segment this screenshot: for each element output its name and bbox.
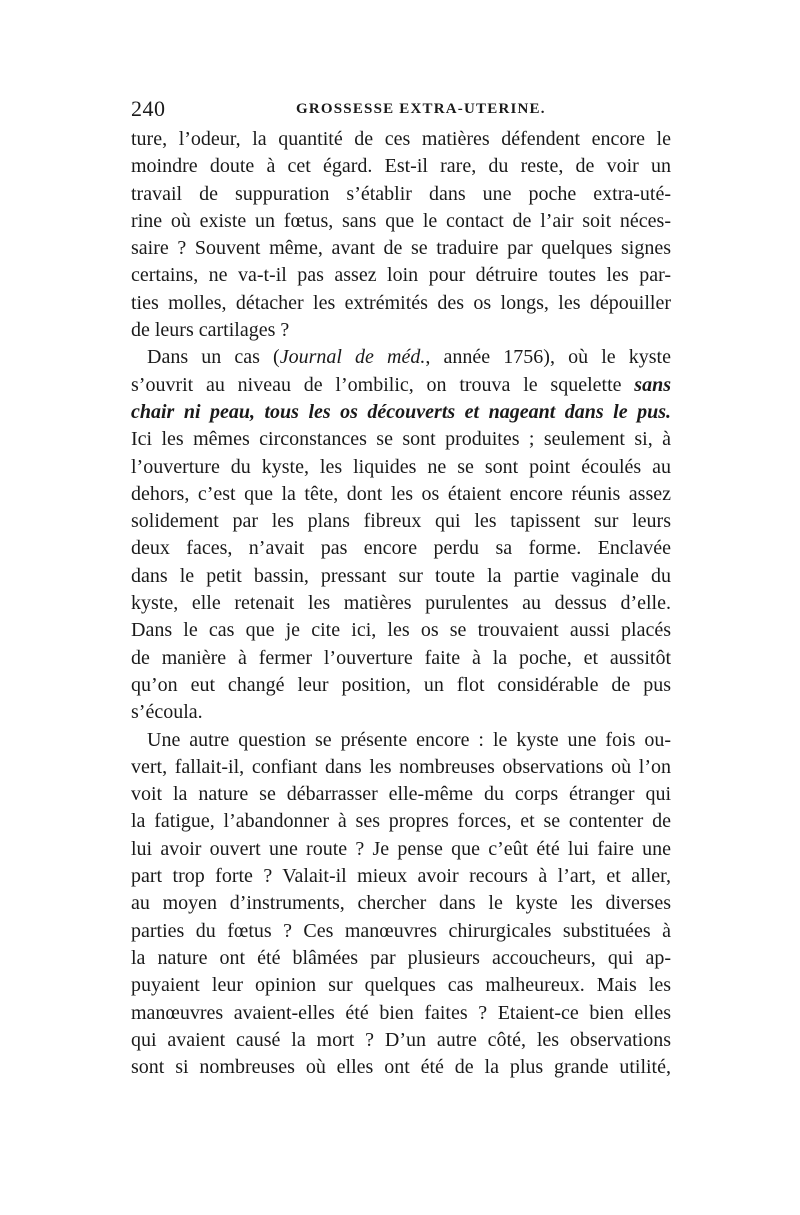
text-span: voit la nature se débarrasser elle-même du corps étranger qui xyxy=(131,783,671,806)
text-span: kyste, elle retenait les matières purulentes au dessus d’elle. xyxy=(131,592,671,615)
text-line xyxy=(131,1000,671,1027)
text-line xyxy=(131,235,671,262)
text-line xyxy=(131,727,671,754)
text-line xyxy=(131,754,671,781)
text-span: part trop forte ? Valait-il mieux avoir recours à l’art, et aller, xyxy=(131,865,671,888)
emphasis-text: sans xyxy=(634,373,671,396)
text-span: , année 1756), où le kyste xyxy=(425,346,671,369)
text-line xyxy=(131,863,671,890)
text-line xyxy=(131,126,671,153)
text-span: travail de suppuration s’établir dans une poche extra-uté- xyxy=(131,182,671,205)
text-line xyxy=(131,181,671,208)
text-span: rine où existe un fœtus, sans que le contact de l’air soit néces- xyxy=(131,209,671,232)
running-title: GROSSESSE EXTRA-UTERINE. xyxy=(296,101,546,117)
text-line xyxy=(131,1027,671,1054)
text-line xyxy=(131,454,671,481)
text-span: qu’on eut changé leur position, un flot considérable de pus xyxy=(131,673,671,696)
text-span: de manière à fermer l’ouverture faite à la poche, et aussitôt xyxy=(131,646,671,669)
text-span: Dans un cas ( xyxy=(147,346,280,369)
text-span: de leurs cartilages ? xyxy=(131,319,290,342)
text-span: solidement par les plans fibreux qui les tapissent sur leurs xyxy=(131,510,671,533)
body-text xyxy=(131,126,671,1081)
text-line xyxy=(131,836,671,863)
text-span: la nature ont été blâmées par plusieurs accoucheurs, qui ap- xyxy=(131,946,671,969)
text-span: sont si nombreuses où elles ont été de la plus grande utilité, xyxy=(131,1056,671,1079)
text-span: dans le petit bassin, pressant sur toute la partie vaginale du xyxy=(131,564,671,587)
text-line xyxy=(131,426,671,453)
text-line xyxy=(131,645,671,672)
text-line xyxy=(131,262,671,289)
text-span: lui avoir ouvert une route ? Je pense que c’eût été lui faire une xyxy=(131,837,671,860)
text-line xyxy=(131,617,671,644)
text-line xyxy=(131,945,671,972)
text-span: s’écoula. xyxy=(131,701,203,724)
text-line xyxy=(131,317,671,344)
text-line xyxy=(131,699,671,726)
text-line xyxy=(131,781,671,808)
text-line xyxy=(131,918,671,945)
text-line xyxy=(131,590,671,617)
text-line xyxy=(131,1054,671,1081)
text-span: Ici les mêmes circonstances se sont produites ; seulement si, à xyxy=(131,428,671,451)
text-span: l’ouverture du kyste, les liquides ne se sont point écoulés au xyxy=(131,455,671,478)
text-span: manœuvres avaient-elles été bien faites ? Etaient-ce bien elles xyxy=(131,1001,671,1024)
text-span: la fatigue, l’abandonner à ses propres forces, et se contenter de xyxy=(131,810,671,833)
text-line xyxy=(131,508,671,535)
text-span: moindre doute à cet égard. Est-il rare, du reste, de voir un xyxy=(131,155,671,178)
emphasis-text: chair ni peau, tous les os découverts et nageant dans le pus. xyxy=(131,400,671,423)
text-line xyxy=(131,372,671,399)
text-span: vert, fallait-il, confiant dans les nombreuses observations où l’on xyxy=(131,755,671,778)
text-span: certains, ne va-t-il pas assez loin pour détruire toutes les par- xyxy=(131,264,671,287)
text-line xyxy=(131,290,671,317)
text-span: saire ? Souvent même, avant de se traduire par quelques signes xyxy=(131,237,671,260)
text-line xyxy=(131,672,671,699)
text-span: puyaient leur opinion sur quelques cas malheureux. Mais les xyxy=(131,974,671,997)
text-span: dehors, c’est que la tête, dont les os étaient encore réunis assez xyxy=(131,482,671,505)
page-header xyxy=(131,96,671,126)
page-number: 240 xyxy=(131,96,166,121)
text-span: Dans le cas que je cite ici, les os se trouvaient aussi placés xyxy=(131,619,671,642)
text-line xyxy=(131,208,671,235)
text-span: deux faces, n’avait pas encore perdu sa forme. Enclavée xyxy=(131,537,671,560)
text-line xyxy=(131,344,671,371)
text-span: ties molles, détacher les extrémités des os longs, les dépouiller xyxy=(131,291,671,314)
text-line xyxy=(131,399,671,426)
text-line xyxy=(131,563,671,590)
text-line xyxy=(131,972,671,999)
text-span: au moyen d’instruments, chercher dans le kyste les diverses xyxy=(131,892,671,915)
text-span: ture, l’odeur, la quantité de ces matières défendent encore le xyxy=(131,128,671,150)
text-span: qui avaient causé la mort ? D’un autre côté, les observations xyxy=(131,1028,671,1051)
journal-citation: Journal de méd. xyxy=(279,346,426,369)
text-span: s’ouvrit au niveau de l’ombilic, on trouva le squelette xyxy=(131,373,635,396)
text-span: Une autre question se présente encore : le kyste une fois ou- xyxy=(147,728,671,751)
text-line xyxy=(131,890,671,917)
text-line xyxy=(131,808,671,835)
text-line xyxy=(131,153,671,180)
text-line xyxy=(131,535,671,562)
text-line xyxy=(131,481,671,508)
text-span: parties du fœtus ? Ces manœuvres chirurgicales substituées à xyxy=(131,919,671,942)
